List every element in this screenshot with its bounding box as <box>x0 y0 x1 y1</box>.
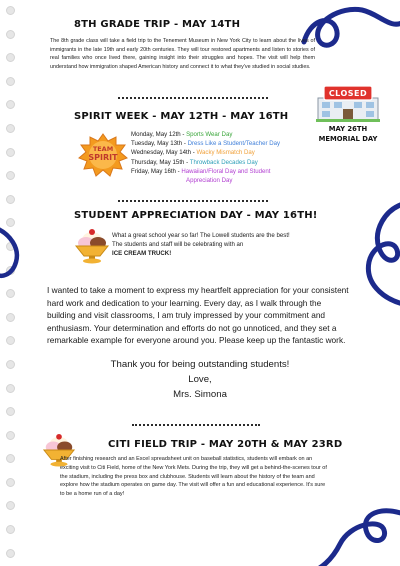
binding-hole <box>6 313 15 322</box>
swirl-left-decoration <box>0 222 30 282</box>
binding-hole <box>6 77 15 86</box>
divider-3 <box>132 424 260 426</box>
spirit-day-item <box>131 130 311 139</box>
binding-hole <box>6 6 15 15</box>
spirit-day-item <box>131 158 311 167</box>
spirit-day-date: Wednesday, May 14th - <box>131 149 197 157</box>
spirit-week-schedule <box>131 130 311 185</box>
binding-hole <box>6 549 15 558</box>
binding-hole <box>6 289 15 298</box>
spirit-day-theme: Wacky Mismatch Day <box>196 149 255 157</box>
binding-hole <box>6 53 15 62</box>
memorial-day-label: MEMORIAL DAY <box>318 135 378 143</box>
spirit-day-theme: Throwback Decades Day <box>189 158 258 166</box>
spirit-day-date: Thursday, May 15th - <box>131 158 190 166</box>
swirl-top-right-decoration <box>300 0 400 80</box>
binding-hole <box>6 360 15 369</box>
appreciation-letter: I wanted to take a moment to express my heartfelt appreciation for your consistent hard work and dedication to your learning. Every day, as I walk through the building and visit classrooms, I am truly impressed by your commitment and enthusiasm. Your determination and efforts do not go unnoticed, and they set a remarkable example for everyone around you. Please keep up the fantastic work. <box>47 285 349 346</box>
binding-hole <box>6 148 15 157</box>
swirl-bottom-right-decoration <box>310 500 400 566</box>
binding-hole <box>6 525 15 534</box>
trip-description: The 8th grade class will take a field trip to the Tenement Museum in New York City to learn about the lives of immigrants in the late 19th and early 20th centuries. They will tour restored apartments and listen to stories of real families who once lived there, gaining insight into their struggles and hopes. The visit will help them understand how immigration shaped American history and connect it to what they've studied in social studies. <box>50 38 315 70</box>
spirit-day-date: Tuesday, May 13th - <box>131 140 188 148</box>
binding-holes <box>6 6 16 566</box>
spirit-week-heading: SPIRIT WEEK - MAY 12TH - MAY 16TH <box>74 111 289 122</box>
ice-cream-sundae-icon <box>74 228 110 264</box>
appreciation-line-3: ICE CREAM TRUCK! <box>112 250 172 257</box>
letter-closing-thanks: Thank you for being outstanding students! <box>110 359 290 370</box>
binding-hole <box>6 124 15 133</box>
binding-hole <box>6 30 15 39</box>
spirit-day-item <box>131 139 311 148</box>
binding-hole <box>6 478 15 487</box>
binding-hole <box>6 171 15 180</box>
divider-2 <box>118 200 268 202</box>
spirit-day-item <box>131 167 311 176</box>
binding-hole <box>6 431 15 440</box>
swirl-mid-right-decoration <box>355 200 400 310</box>
letter-closing-love: Love, <box>188 374 212 385</box>
spirit-day-item <box>131 148 311 157</box>
spirit-day-date: Monday, May 12th - <box>131 131 187 138</box>
letter-signature: Mrs. Simona <box>173 389 227 400</box>
binding-hole <box>6 454 15 463</box>
binding-hole <box>6 384 15 393</box>
citi-field-heading: CITI FIELD TRIP - MAY 20TH & MAY 23RD <box>108 439 343 450</box>
binding-hole <box>6 501 15 510</box>
spirit-day-theme: Hawaiian/Floral Day and Student <box>181 167 271 175</box>
appreciation-line-1: What a great school year so far! The Lowell students are the best! <box>112 232 290 239</box>
binding-hole <box>6 407 15 416</box>
binding-hole <box>6 100 15 109</box>
memorial-day-date: MAY 26TH <box>328 125 368 133</box>
appreciation-line-2: The students and staff will be celebrating with an <box>112 241 244 248</box>
binding-hole <box>6 195 15 204</box>
spirit-day-theme: Dress Like a Student/Teacher Day <box>187 140 281 148</box>
spirit-day-theme-continued: Appreciation Day <box>186 177 233 185</box>
team-spirit-badge-top: TEAM <box>92 145 114 153</box>
spirit-day-date: Friday, May 16th - <box>131 167 182 175</box>
divider-1 <box>118 97 268 99</box>
closed-sign-text: CLOSED <box>328 89 368 98</box>
spirit-day-theme: Sports Wear Day <box>186 131 233 138</box>
citi-field-description: After finishing research and an Excel spreadsheet unit on baseball statistics, students will embark on an exciting visit to Citi Field, home of the New York Mets. During the trip, they will get a behind-the-scenes tour of the stadium, including the press box and clubhouse. Students will learn about the history of the team and explore how the stadium operates on game day. The visit will offer a fun and educational experience. It's sure to be a home run of a day! <box>60 456 327 498</box>
team-spirit-badge-bottom: SPIRIT <box>88 153 118 162</box>
trip-heading: 8TH GRADE TRIP - MAY 14TH <box>74 19 241 30</box>
appreciation-heading: STUDENT APPRECIATION DAY - MAY 16TH! <box>74 210 318 221</box>
binding-hole <box>6 336 15 345</box>
